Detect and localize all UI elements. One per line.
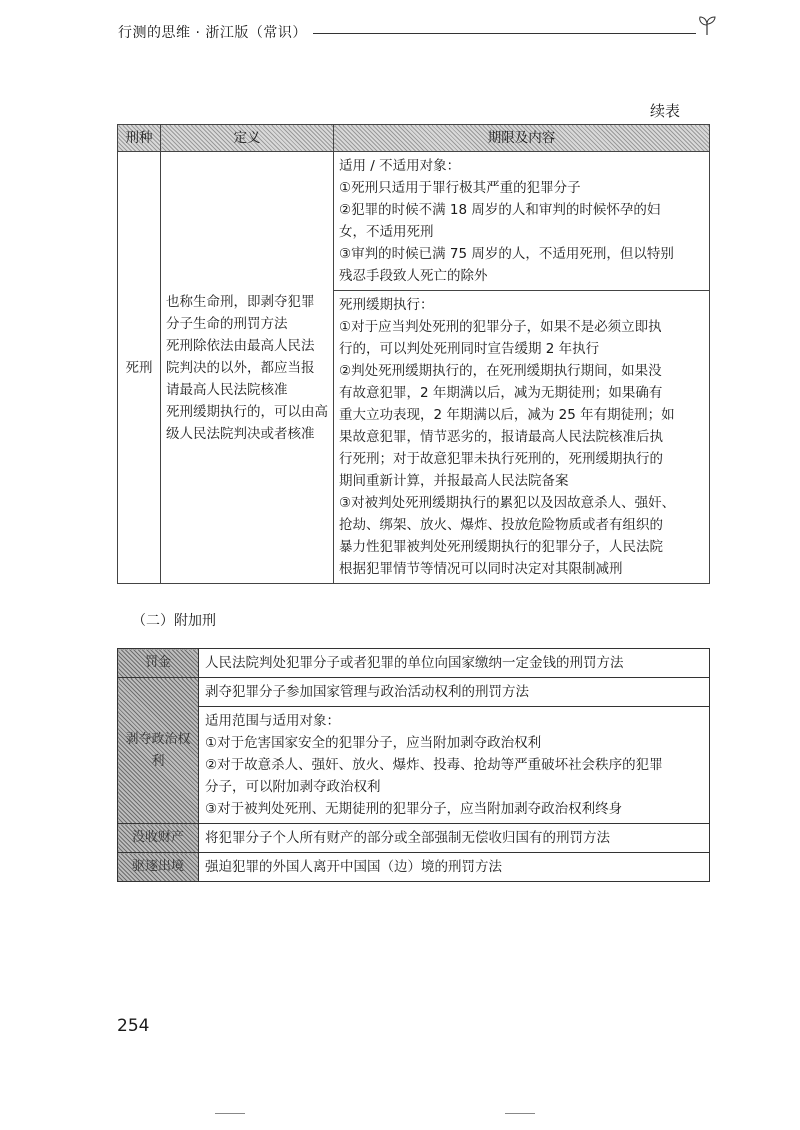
table-row <box>118 649 710 678</box>
table-row <box>118 678 710 824</box>
definition-line: 分子生命的刑罚方法 <box>166 315 288 332</box>
suspended-execution-block <box>334 291 710 584</box>
content-line: ③对被判处死刑缓期执行的累犯以及因故意杀人、强奸、 <box>339 495 676 511</box>
book-title: 行测的思维 · 浙江版（常识） <box>118 25 307 41</box>
penalty-definition <box>161 152 334 584</box>
definition-line: 死刑除依法由最高人民法 <box>166 337 315 354</box>
content-line: 果故意犯罪，情节恶劣的，报请最高人民法院核准后执 <box>339 429 663 445</box>
content-line: ②犯罪的时候不满 18 周岁的人和审判的时候怀孕的妇 <box>339 202 661 218</box>
row-content <box>199 824 710 853</box>
content-line: 有故意犯罪，2 年期满以后，减为无期徒刑；如果确有 <box>339 385 663 401</box>
content-line: ②判处死刑缓期执行的，在死刑缓期执行期间，如果没 <box>339 363 662 379</box>
table-row <box>118 853 710 882</box>
content-line: 将犯罪分子个人所有财产的部分或全部强制无偿收归国有的刑罚方法 <box>205 830 610 846</box>
content-line: 分子，可以附加剥夺政治权利 <box>205 779 381 795</box>
continued-label: 续表 <box>650 102 681 120</box>
death-penalty-table <box>117 124 710 584</box>
content-line: ③审判的时候已满 75 周岁的人，不适用死刑，但以特别 <box>339 246 674 262</box>
content-line: ①死刑只适用于罪行极其严重的犯罪分子 <box>339 180 581 196</box>
row-label: 剥夺政治权利 <box>118 678 199 824</box>
row-content <box>199 649 710 678</box>
content-line: 死刑缓期执行： <box>339 297 434 313</box>
definition-line: 请最高人民法院核准 <box>166 381 288 398</box>
content-line: ③对于被判处死刑、无期徒刑的犯罪分子，应当附加剥夺政治权利终身 <box>205 801 623 817</box>
section-title: （二）附加刑 <box>132 613 216 629</box>
content-line: 适用 / 不适用对象： <box>339 158 461 174</box>
content-line: 重大立功表现，2 年期满以后，减为 25 年有期徒刑；如 <box>339 407 675 423</box>
header-rule <box>313 33 696 34</box>
supplementary-penalty-table <box>117 648 710 882</box>
content-line: ②对于故意杀人、强奸、放火、爆炸、投毒、抢劫等严重破坏社会秩序的犯罪 <box>205 757 663 773</box>
content-line: 行死刑；对于故意犯罪未执行死刑的，死刑缓期执行的 <box>339 451 663 467</box>
content-line: 适用范围与适用对象： <box>205 713 340 729</box>
content-line: 人民法院判处犯罪分子或者犯罪的单位向国家缴纳一定金钱的刑罚方法 <box>205 655 624 671</box>
header-definition: 定义 <box>161 125 334 152</box>
header-term-content: 期限及内容 <box>334 125 710 152</box>
row-label: 没收财产 <box>118 824 199 853</box>
content-line: ①对于危害国家安全的犯罪分子，应当附加剥夺政治权利 <box>205 735 542 751</box>
row-content <box>199 853 710 882</box>
content-line: 抢劫、绑架、放火、爆炸、投放危险物质或者有组织的 <box>339 517 663 533</box>
applicable-objects-block <box>334 152 710 291</box>
scan-artifact <box>505 1113 535 1114</box>
content-line: ①对于应当判处死刑的犯罪分子，如果不是必须立即执 <box>339 319 662 335</box>
definition-line: 级人民法院判决或者核准 <box>166 425 315 442</box>
content-line: 女，不适用死刑 <box>339 224 434 240</box>
content-line: 暴力性犯罪被判处死刑缓期执行的犯罪分子，人民法院 <box>339 539 663 555</box>
content-line: 剥夺犯罪分子参加国家管理与政治活动权利的刑罚方法 <box>205 684 529 700</box>
sprout-icon <box>696 14 718 36</box>
running-header <box>118 20 718 44</box>
scan-artifact <box>215 1113 245 1114</box>
penalty-name: 死刑 <box>118 152 161 584</box>
row-label: 驱逐出境 <box>118 853 199 882</box>
header-penalty-type: 刑种 <box>118 125 161 152</box>
content-line: 强迫犯罪的外国人离开中国国（边）境的刑罚方法 <box>205 859 502 875</box>
table-row <box>118 152 710 291</box>
table-header-row <box>118 125 710 152</box>
definition-line: 也称生命刑，即剥夺犯罪 <box>166 293 315 310</box>
definition-line: 院判决的以外，都应当报 <box>166 359 315 376</box>
definition-line: 死刑缓期执行的，可以由高 <box>166 403 328 420</box>
row-content <box>199 678 710 824</box>
content-line: 根据犯罪情节等情况可以同时决定对其限制减刑 <box>339 561 623 577</box>
table-row <box>118 824 710 853</box>
page-number: 254 <box>117 1016 150 1036</box>
content-line: 期间重新计算，并报最高人民法院备案 <box>339 473 569 489</box>
row-label: 罚金 <box>118 649 199 678</box>
content-line: 行的，可以判处死刑同时宣告缓期 2 年执行 <box>339 341 600 357</box>
content-line: 残忍手段致人死亡的除外 <box>339 268 488 284</box>
